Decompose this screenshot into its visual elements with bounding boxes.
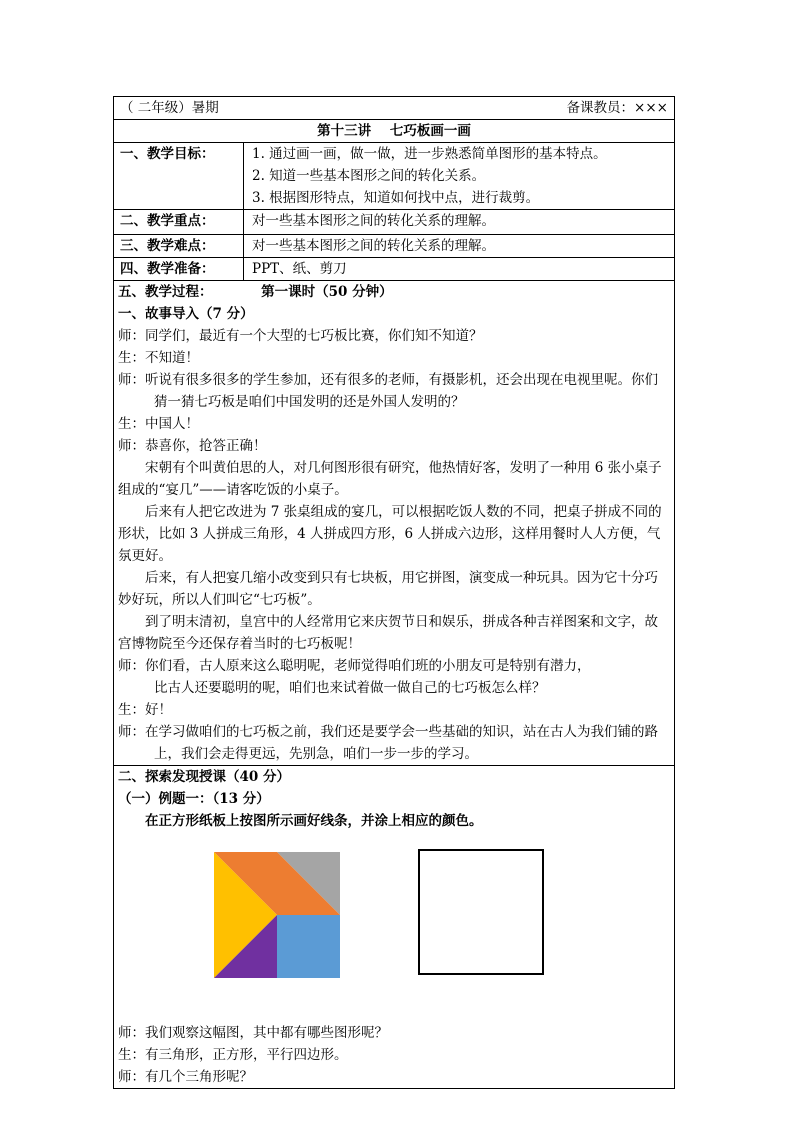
story-section-heading: 一、故事导入（7 分） — [118, 306, 254, 322]
example-figure — [118, 832, 668, 1022]
story-paragraph: 后来，有人把宴几缩小改变到只有七块板，用它拼图，演变成一种玩具。因为它十分巧妙好玩，所以人们叫它“七巧板”。 — [118, 570, 658, 608]
explore-section — [114, 766, 674, 1088]
dialog-line: 师：听说有很多很多的学生参加，还有很多的老师，有摄影机，还会出现在电视里呢。你们猜一猜七巧板是咱们中国发明的还是外国人发明的？ — [118, 372, 658, 410]
story-paragraph: 宋朝有个叫黄伯思的人，对几何图形很有研究，他热情好客，发明了一种用 6 张小桌子组成的“宴几”——请客吃饭的小桌子。 — [118, 460, 662, 498]
preparation-value: PPT、纸、剪刀 — [252, 261, 347, 277]
goals-list — [244, 143, 674, 209]
difficulties-row — [114, 235, 674, 258]
example-instruction: 在正方形纸板上按图所示画好线条，并涂上相应的颜色。 — [145, 813, 483, 829]
dialog-line: 师：在学习做咱们的七巧板之前，我们还是要学会一些基础的知识，站在古人为我们铺的路上，我们会走得更远，先别急，咱们一步一步的学习。 — [118, 724, 658, 762]
key-points-row — [114, 210, 674, 235]
process-period: 第一课时（50 分钟） — [261, 284, 393, 300]
example-heading: （一）例题一：（13 分） — [118, 791, 270, 807]
dialog-continuation: 比古人还要聪明的呢，咱们也来试着做一做自己的七巧板怎么样？ — [154, 680, 546, 696]
header-row — [114, 97, 674, 120]
grade-label: （ 二年级）暑期 — [120, 100, 219, 116]
key-points-value: 对一些基本图形之间的转化关系的理解。 — [252, 213, 495, 229]
dialog-line: 生：好！ — [118, 702, 172, 718]
preparation-row — [114, 258, 674, 281]
explore-heading: 二、探索发现授课（40 分） — [118, 769, 290, 785]
key-points-label: 二、教学重点： — [114, 210, 244, 234]
preparation-label: 四、教学准备： — [114, 258, 244, 280]
goals-row — [114, 143, 674, 210]
empty-square-board — [418, 849, 544, 975]
story-paragraph: 到了明末清初，皇宫中的人经常用它来庆贺节日和娱乐，拼成各种吉祥图案和文字，故宫博物院至今还保存着当时的七巧板呢！ — [118, 614, 658, 652]
dialog-line: 生：中国人！ — [118, 416, 199, 432]
dialog-line: 师：同学们，最近有一个大型的七巧板比赛，你们知不知道？ — [118, 328, 483, 344]
dialog-line: 生：不知道！ — [118, 350, 199, 366]
teacher-label: 备课教员：××× — [566, 100, 668, 116]
dialog-line: 师：我们观察这幅图，其中都有哪些图形呢？ — [118, 1025, 388, 1041]
goals-label: 一、教学目标： — [114, 143, 244, 209]
difficulties-label: 三、教学难点： — [114, 235, 244, 257]
dialog-line: 师：你们看，古人原来这么聪明呢，老师觉得咱们班的小朋友可是特别有潜力， — [118, 658, 591, 674]
process-heading: 五、教学过程： — [118, 284, 213, 300]
difficulties-value: 对一些基本图形之间的转化关系的理解。 — [252, 238, 495, 254]
dialog-line: 生：有三角形，正方形，平行四边形。 — [118, 1047, 348, 1063]
teaching-process — [114, 281, 674, 766]
dialog-line: 师：有几个三角形呢？ — [118, 1069, 253, 1085]
story-paragraph: 后来有人把它改进为 7 张桌组成的宴几，可以根据吃饭人数的不同，把桌子拼成不同的形状，比如 3 人拼成三角形，4 人拼成四方形，6 人拼成六边形，这样用餐时人人方便，气氛更好。 — [118, 504, 662, 564]
tangram-figure — [214, 852, 340, 978]
lesson-title: 第十三讲 七巧板画一画 — [114, 120, 674, 143]
lesson-plan-table — [113, 96, 675, 1089]
process-heading-line — [118, 281, 668, 303]
goal-item: 1. 通过画一画，做一做，进一步熟悉简单图形的基本特点。 — [252, 146, 607, 162]
blue-square — [277, 915, 340, 978]
dialog-line: 师：恭喜你，抢答正确！ — [118, 438, 267, 454]
goal-item: 3. 根据图形特点，知道如何找中点，进行裁剪。 — [252, 190, 540, 206]
goal-item: 2. 知道一些基本图形之间的转化关系。 — [252, 168, 486, 184]
